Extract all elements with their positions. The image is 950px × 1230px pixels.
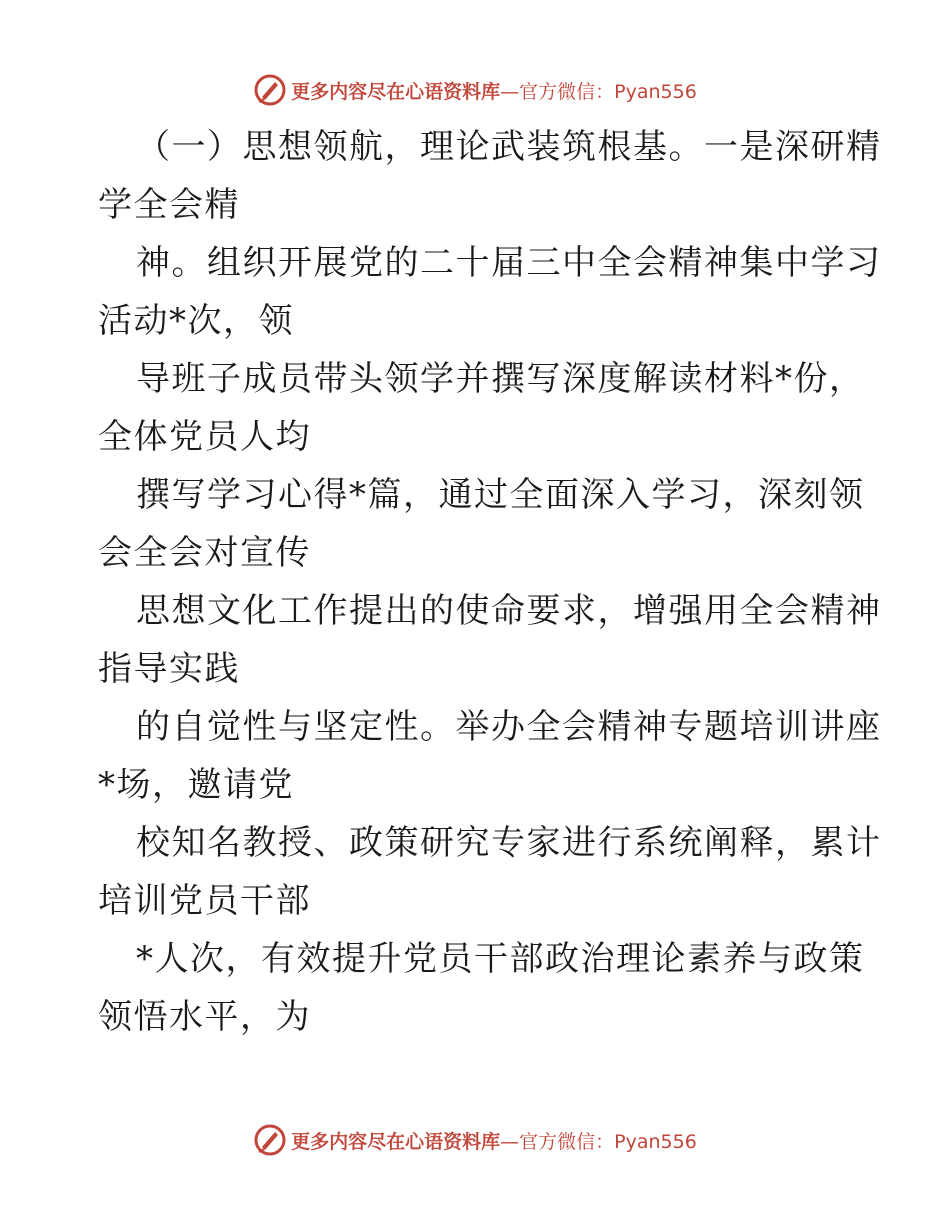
pen-seal-icon: [253, 1123, 287, 1157]
text-line: 的自觉性与坚定性。举办全会精神专题培训讲座: [136, 707, 882, 747]
text-line: 思想文化工作提出的使命要求，增强用全会精神: [136, 591, 882, 631]
watermark-brand: 更多内容尽在心语资料库: [291, 80, 501, 103]
text-line: 导班子成员带头领学并撰写深度解读材料*份，: [136, 359, 865, 399]
header-watermark: [0, 70, 950, 110]
watermark-contact: —官方微信：Pyan556: [500, 1130, 697, 1153]
text-line: 领悟水平，为: [98, 997, 311, 1037]
text-line: 神。组织开展党的二十届三中全会精神集中学习: [136, 243, 882, 283]
text-line: *人次，有效提升党员干部政治理论素养与政策: [136, 939, 865, 979]
watermark-contact: —官方微信：Pyan556: [500, 80, 697, 103]
watermark-brand: 更多内容尽在心语资料库: [291, 1130, 501, 1153]
text-line: 会全会对宣传: [98, 533, 311, 573]
text-line: 校知名教授、政策研究专家进行系统阐释，累计: [136, 823, 882, 863]
watermark-text: [291, 1127, 697, 1154]
text-line: 指导实践: [98, 649, 240, 689]
text-line: 撰写学习心得*篇，通过全面深入学习，深刻领: [136, 475, 865, 515]
pen-seal-icon: [253, 73, 287, 107]
footer-watermark: [0, 1120, 950, 1160]
watermark-text: [291, 77, 697, 104]
text-line: （一）思想领航，理论武装筑根基。一是深研精: [136, 127, 882, 167]
document-body: [98, 118, 882, 1046]
text-line: 全体党员人均: [98, 417, 311, 457]
text-line: 培训党员干部: [98, 881, 311, 921]
text-line: *场，邀请党: [98, 765, 294, 805]
text-line: 学全会精: [98, 185, 240, 225]
text-line: 活动*次，领: [98, 301, 294, 341]
